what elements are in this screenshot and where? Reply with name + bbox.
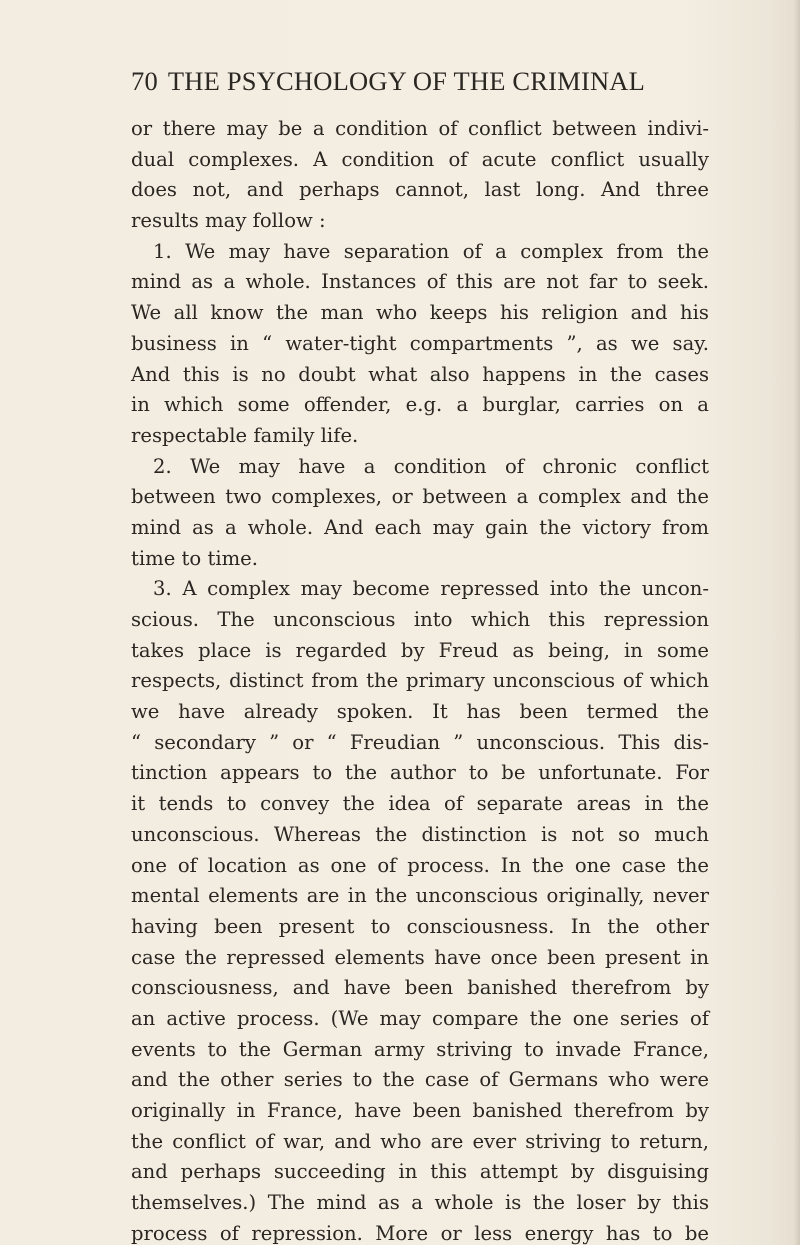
text-line: tinction appears to the author to be unfortunate. For — [131, 761, 709, 785]
text-line: scious. The unconscious into which this repression — [131, 608, 709, 631]
text-line: We all know the man who keeps his religion and his — [131, 301, 709, 325]
text-line: 1. We may have separation of a complex from the — [153, 239, 709, 263]
running-header — [131, 66, 711, 97]
text-line: events to the German army striving to invade France, — [131, 1037, 709, 1061]
body-text — [131, 114, 709, 1245]
text-line: 2. We may have a condition of chronic conflict — [153, 454, 709, 478]
text-line: mental elements are in the unconscious originally, never — [131, 884, 709, 908]
text-line: business in “ water-tight compartments ”, as we say. — [131, 331, 709, 355]
text-line: And this is no doubt what also happens in the cases — [131, 362, 709, 386]
text-line: consciousness, and have been banished therefrom by — [131, 976, 709, 1000]
text-line: one of location as one of process. In the one case the — [131, 853, 709, 877]
text-line: we have already spoken. It has been termed the — [131, 700, 709, 724]
page-number: 70 — [131, 66, 158, 96]
text-line: time to time. — [131, 546, 258, 570]
page-edge-shadow — [794, 0, 800, 1245]
text-line: an active process. (We may compare the one series of — [131, 1006, 709, 1030]
text-line: dual complexes. A condition of acute conflict usually — [131, 147, 709, 171]
text-line: process of repression. More or less energy has to be — [131, 1221, 709, 1245]
text-line: does not, and perhaps cannot, last long. And three — [131, 178, 709, 202]
text-line: mind as a whole. Instances of this are not far to seek. — [131, 270, 709, 294]
text-line: results may follow : — [131, 209, 326, 233]
text-line: having been present to consciousness. In the other — [131, 914, 709, 938]
text-line: originally in France, have been banished therefrom by — [131, 1099, 709, 1122]
text-line: takes place is regarded by Freud as being, in some — [131, 638, 709, 662]
text-line: it tends to convey the idea of separate areas in the — [131, 792, 709, 816]
text-line: and the other series to the case of Germans who were — [131, 1068, 709, 1092]
text-line: and perhaps succeeding in this attempt by disguising — [131, 1160, 709, 1184]
text-line: respects, distinct from the primary unconscious of which — [131, 669, 709, 693]
text-line: “ secondary ” or “ Freudian ” unconscious. This dis- — [131, 730, 709, 754]
running-title: THE PSYCHOLOGY OF THE CRIMINAL — [167, 66, 646, 96]
text-line: between two complexes, or between a complex and the — [131, 485, 709, 509]
text-line: in which some offender, e.g. a burglar, carries on a — [131, 393, 709, 417]
text-line: mind as a whole. And each may gain the victory from — [131, 515, 709, 539]
text-line: 3. A complex may become repressed into the uncon- — [153, 577, 709, 601]
text-line: respectable family life. — [131, 423, 359, 447]
text-line: themselves.) The mind as a whole is the loser by this — [131, 1191, 709, 1215]
text-line: case the repressed elements have once been present in — [131, 945, 709, 969]
text-line: the conflict of war, and who are ever striving to return, — [131, 1129, 709, 1153]
text-line: unconscious. Whereas the distinction is not so much — [131, 822, 709, 846]
text-line: or there may be a condition of conflict between indivi- — [131, 117, 709, 140]
